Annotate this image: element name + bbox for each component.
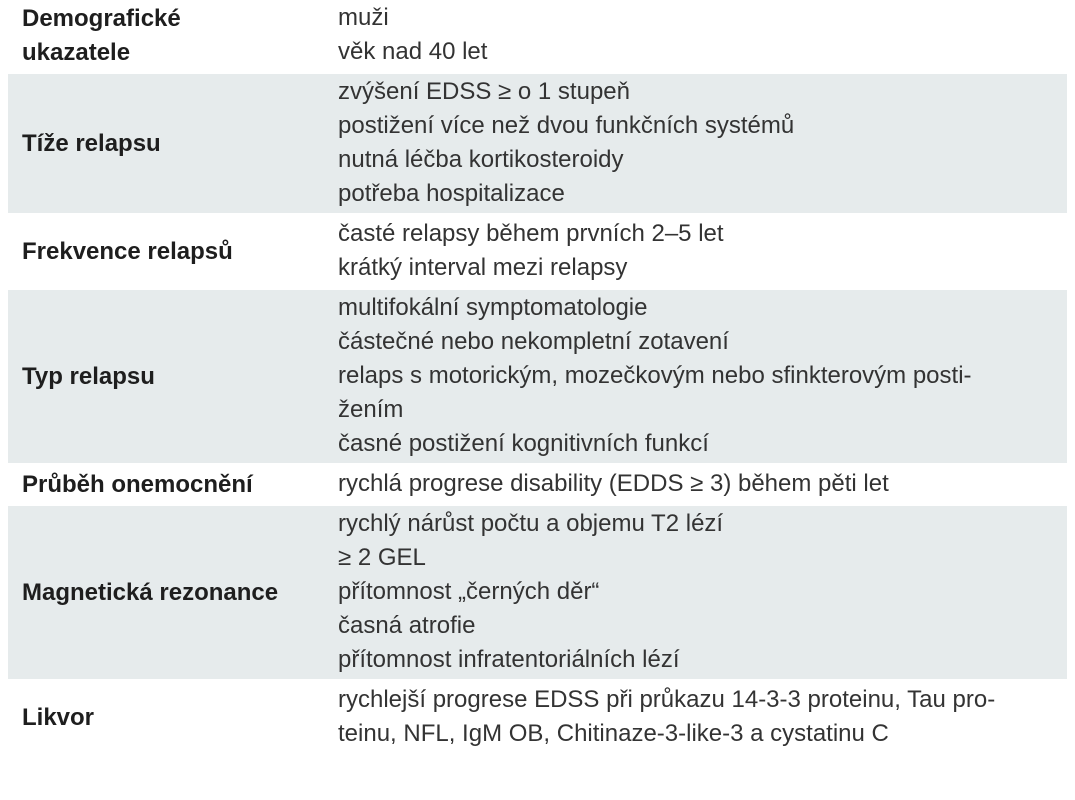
row-values <box>324 0 1067 71</box>
value-line: žením <box>338 396 404 423</box>
row-label-text: Magnetická rezonance <box>22 578 279 606</box>
row-label <box>8 466 324 503</box>
row-label-text: Likvor <box>22 703 95 731</box>
table-row <box>8 290 1067 466</box>
row-label-text: Průběh onemocnění <box>22 470 253 498</box>
row-values <box>324 216 1067 287</box>
row-label-text: Typ relapsu <box>22 362 155 390</box>
value-line: časté relapsy během prvních 2–5 let <box>338 220 724 247</box>
row-label <box>8 74 324 213</box>
table-row <box>8 74 1067 216</box>
value-line: věk nad 40 let <box>338 38 488 65</box>
table-row <box>8 506 1067 682</box>
value-line: zvýšení EDSS ≥ o 1 stupeň <box>338 78 630 105</box>
value-line: teinu, NFL, IgM OB, Chitinaze-3-like-3 a cystatinu C <box>338 720 889 747</box>
value-line: přítomnost „černých děr“ <box>338 578 600 605</box>
table-row <box>8 682 1067 756</box>
value-line: krátký interval mezi relapsy <box>338 254 628 281</box>
value-line: multifokální symptomatologie <box>338 294 648 321</box>
row-label <box>8 682 324 753</box>
value-line: postižení více než dvou funkčních systémů <box>338 112 795 139</box>
prognostic-factors-table <box>8 0 1067 756</box>
value-line: muži <box>338 4 389 31</box>
value-line: rychlý nárůst počtu a objemu T2 lézí <box>338 510 724 537</box>
value-line: rychlá progrese disability (EDDS ≥ 3) během pěti let <box>338 470 889 497</box>
value-line: časná atrofie <box>338 612 476 639</box>
table-row <box>8 0 1067 74</box>
row-values <box>324 74 1067 213</box>
row-label <box>8 506 324 679</box>
row-values <box>324 466 1067 503</box>
value-line: relaps s motorickým, mozečkovým nebo sfinkterovým posti- <box>338 362 972 389</box>
value-line: přítomnost infratentoriálních lézí <box>338 646 680 673</box>
row-label-text: Frekvence relapsů <box>22 237 233 265</box>
table-row <box>8 216 1067 290</box>
value-line: časné postižení kognitivních funkcí <box>338 430 709 457</box>
row-label <box>8 216 324 287</box>
value-line: potřeba hospitalizace <box>338 180 565 207</box>
value-line: nutná léčba kortikosteroidy <box>338 146 624 173</box>
value-line: rychlejší progrese EDSS při průkazu 14-3-3 proteinu, Tau pro- <box>338 686 996 713</box>
row-values <box>324 682 1067 753</box>
row-label <box>8 290 324 463</box>
row-label-text: Tíže relapsu <box>22 129 161 157</box>
value-line: částečné nebo nekompletní zotavení <box>338 328 729 355</box>
row-values <box>324 290 1067 463</box>
row-values <box>324 506 1067 679</box>
row-label-text: Demografické ukazatele <box>22 4 181 66</box>
table-row <box>8 466 1067 506</box>
value-line: ≥ 2 GEL <box>338 544 426 571</box>
row-label <box>8 0 324 71</box>
